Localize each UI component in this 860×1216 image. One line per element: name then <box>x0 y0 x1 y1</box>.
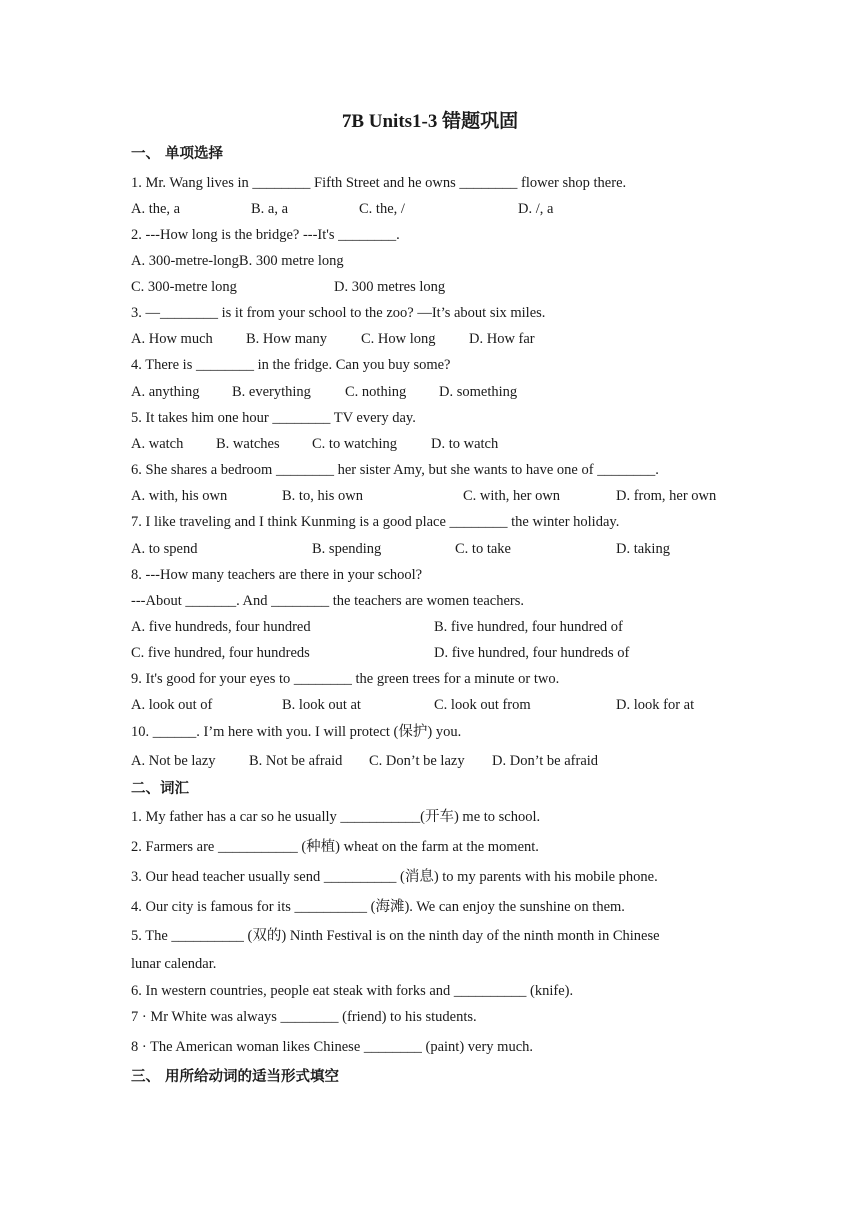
question-5-option-a: A. watch <box>131 436 184 452</box>
question-10-option-c: C. Don’t be lazy <box>369 753 465 769</box>
question-3-option-a: A. How much <box>131 331 213 347</box>
question-1-option-b: B. a, a <box>251 201 289 217</box>
vocab-item-1: 1. My father has a car so he usually ___________(开车) me to school. <box>131 809 541 825</box>
question-10-option-a: A. Not be lazy <box>131 753 216 769</box>
question-2-option-c: C. 300-metre long <box>131 279 237 295</box>
question-1-option-d: D. /, a <box>518 201 554 217</box>
question-8-stem: 8. ---How many teachers are there in your school? <box>131 567 423 583</box>
question-4-option-d: D. something <box>439 384 518 400</box>
vocab-item-8: 8 · The American woman likes Chinese ________ (paint) very much. <box>131 1039 534 1055</box>
vocab-item-6: 6. In western countries, people eat steak with forks and __________ (knife). <box>131 983 574 999</box>
question-6-option-b: B. to, his own <box>282 488 363 504</box>
question-2-option-d: D. 300 metres long <box>334 279 446 295</box>
vocab-item-7: 7 · Mr White was always ________ (friend) to his students. <box>131 1009 477 1025</box>
question-4-stem: 4. There is ________ in the fridge. Can you buy some? <box>131 357 451 373</box>
question-9-option-d: D. look for at <box>616 697 695 713</box>
question-10-option-b: B. Not be afraid <box>249 753 343 769</box>
question-3-stem: 3. —________ is it from your school to the zoo? —It’s about six miles. <box>131 305 546 321</box>
question-7-stem: 7. I like traveling and I think Kunming is a good place ________ the winter holiday. <box>131 514 620 530</box>
question-8-option-c: C. five hundred, four hundreds <box>131 645 310 661</box>
question-6-option-a: A. with, his own <box>131 488 228 504</box>
section-heading-1: 一、 单项选择 <box>131 146 224 162</box>
question-9-option-c: C. look out from <box>434 697 531 713</box>
vocab-item-3: 3. Our head teacher usually send __________ (消息) to my parents with his mobile phone. <box>131 869 658 885</box>
question-3-option-c: C. How long <box>361 331 436 347</box>
question-4-option-a: A. anything <box>131 384 200 400</box>
question-8-stem-2: ---About _______. And ________ the teachers are women teachers. <box>131 593 524 609</box>
question-7-option-a: A. to spend <box>131 541 198 557</box>
question-8-option-a: A. five hundreds, four hundred <box>131 619 311 635</box>
vocab-item-5: 5. The __________ (双的) Ninth Festival is on the ninth day of the ninth month in Chinese <box>131 928 660 944</box>
question-3-option-d: D. How far <box>469 331 535 347</box>
question-5-option-b: B. watches <box>216 436 280 452</box>
question-7-option-b: B. spending <box>312 541 382 557</box>
question-8-option-d: D. five hundred, four hundreds of <box>434 645 630 661</box>
question-6-option-c: C. with, her own <box>463 488 561 504</box>
page-title: 7B Units1-3 错题巩固 <box>341 111 519 132</box>
vocab-item-4: 4. Our city is famous for its __________ (海滩). We can enjoy the sunshine on them. <box>131 899 625 915</box>
question-10-option-d: D. Don’t be afraid <box>492 753 599 769</box>
question-5-stem: 5. It takes him one hour ________ TV every day. <box>131 410 416 426</box>
question-9-option-b: B. look out at <box>282 697 361 713</box>
question-8-option-b: B. five hundred, four hundred of <box>434 619 623 635</box>
question-5-option-c: C. to watching <box>312 436 397 452</box>
question-9-option-a: A. look out of <box>131 697 213 713</box>
section-heading-2: 二、词汇 <box>131 781 189 797</box>
question-4-option-b: B. everything <box>232 384 311 400</box>
question-4-option-c: C. nothing <box>345 384 407 400</box>
vocab-item-5-continued: lunar calendar. <box>131 956 217 972</box>
question-7-option-c: C. to take <box>455 541 511 557</box>
question-1-stem: 1. Mr. Wang lives in ________ Fifth Street and he owns ________ flower shop there. <box>131 175 627 191</box>
question-7-option-d: D. taking <box>616 541 670 557</box>
question-2-option-ab: A. 300-metre-longB. 300 metre long <box>131 253 344 269</box>
question-2-stem: 2. ---How long is the bridge? ---It's ________. <box>131 227 400 243</box>
question-6-stem: 6. She shares a bedroom ________ her sister Amy, but she wants to have one of ________. <box>131 462 659 478</box>
question-10-stem: 10. ______. I’m here with you. I will protect (保护) you. <box>131 724 462 740</box>
question-1-option-a: A. the, a <box>131 201 181 217</box>
question-3-option-b: B. How many <box>246 331 327 347</box>
question-5-option-d: D. to watch <box>431 436 499 452</box>
question-6-option-d: D. from, her own <box>616 488 717 504</box>
vocab-item-2: 2. Farmers are ___________ (种植) wheat on the farm at the moment. <box>131 839 539 855</box>
question-1-option-c: C. the, / <box>359 201 405 217</box>
question-9-stem: 9. It's good for your eyes to ________ the green trees for a minute or two. <box>131 671 560 687</box>
section-heading-3: 三、 用所给动词的适当形式填空 <box>131 1069 340 1085</box>
